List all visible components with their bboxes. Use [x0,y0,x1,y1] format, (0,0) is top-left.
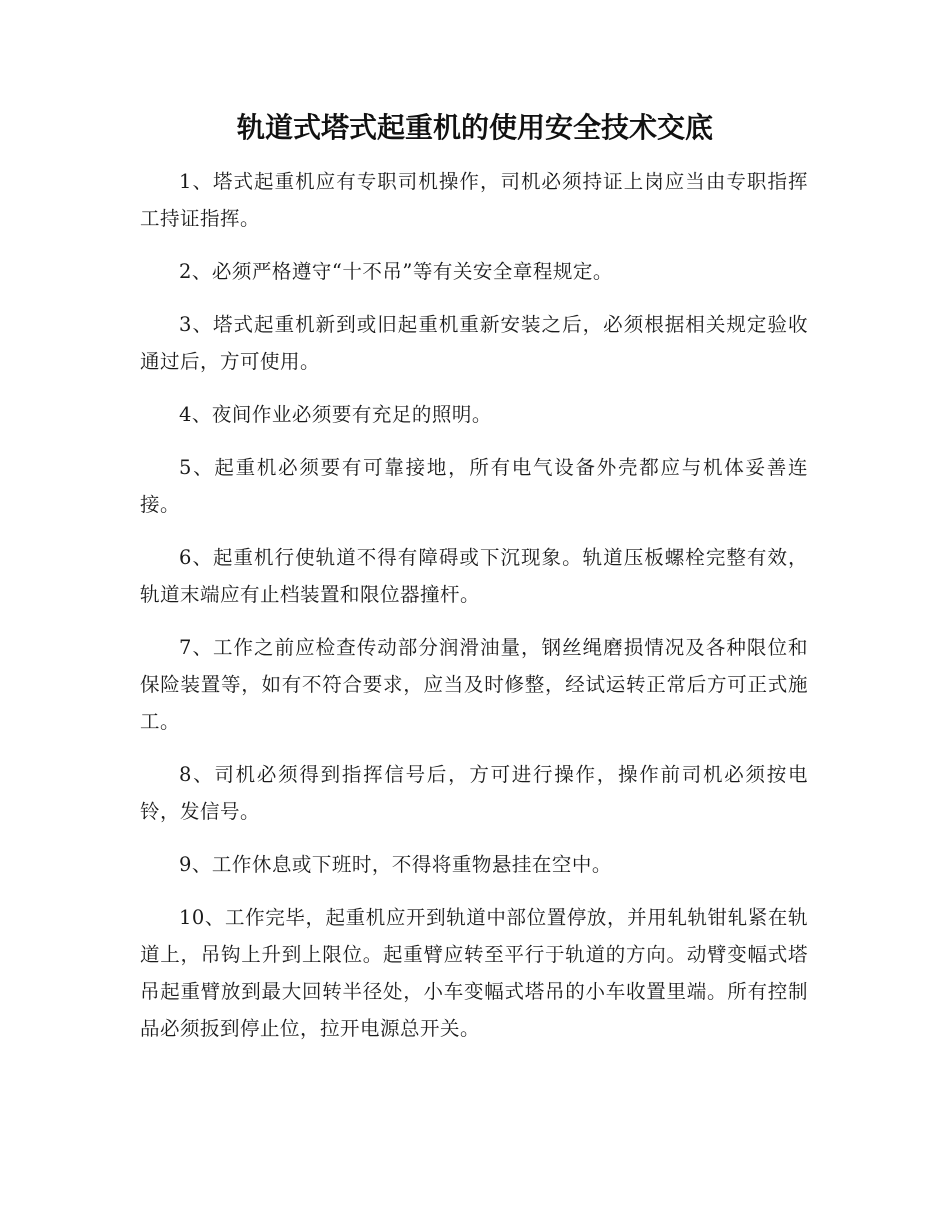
paragraph-1: 1、塔式起重机应有专职司机操作，司机必须持证上岗应当由专职指挥工持证指挥。 [140,170,808,230]
paragraph-6: 6、起重机行使轨道不得有障碍或下沉现象。轨道压板螺栓完整有效，轨道末端应有止档装置和限位器撞杆。 [140,546,808,606]
paragraph-2: 2、必须严格遵守“十不吊”等有关安全章程规定。 [179,260,613,283]
paragraph-5: 5、起重机必须要有可靠接地，所有电气设备外壳都应与机体妥善连接。 [140,456,808,516]
paragraph-8: 8、司机必须得到指挥信号后，方可进行操作，操作前司机必须按电铃，发信号。 [140,763,808,823]
paragraph-9: 9、工作休息或下班时，不得将重物悬挂在空中。 [179,853,612,876]
document-body [140,163,808,1063]
paragraph-3: 3、塔式起重机新到或旧起重机重新安装之后，必须根据相关规定验收通过后，方可使用。 [140,313,808,373]
paragraph-7: 7、工作之前应检查传动部分润滑油量，钢丝绳磨损情况及各种限位和保险装置等，如有不符合要求，应当及时修整，经试运转正常后方可正式施工。 [140,636,808,733]
paragraph-10: 10、工作完毕，起重机应开到轨道中部位置停放，并用轧轨钳轧紧在轨道上，吊钩上升到上限位。起重臂应转至平行于轨道的方向。动臂变幅式塔吊起重臂放到最大回转半径处，小车变幅式塔吊的小车收置里端。所有控制品必须扳到停止位，拉开电源总开关。 [140,906,808,1040]
document-title: 轨道式塔式起重机的使用安全技术交底 [236,111,713,144]
paragraph-4: 4、夜间作业必须要有充足的照明。 [179,403,492,426]
